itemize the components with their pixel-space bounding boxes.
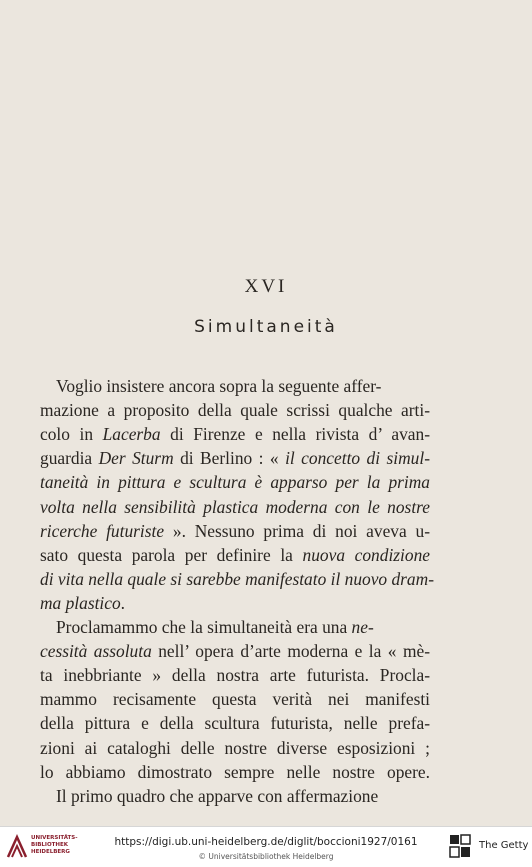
footer-bar	[0, 826, 532, 867]
text-line	[40, 567, 434, 591]
italic-segment: il concetto di simul-	[285, 448, 430, 469]
text-line	[40, 519, 430, 543]
italic-segment: taneità in pittura e scultura è apparso per la prima	[40, 472, 430, 493]
text-segment: nell’ opera d’arte moderna e la « mè-	[151, 641, 430, 662]
italic-segment: volta nella sensibilità plastica moderna con le nostre	[40, 496, 430, 517]
text-line	[40, 495, 430, 519]
text-segment: Voglio insistere ancora sopra la seguente affer-	[56, 376, 382, 396]
text-line	[56, 615, 430, 639]
italic-segment: ma plastico	[40, 592, 121, 613]
text-segment: mazione a proposito della quale scrissi qualche arti-	[40, 400, 430, 421]
text-line	[40, 446, 430, 470]
text-segment: zioni ai cataloghi delle nostre diverse esposizioni ;	[40, 737, 430, 758]
chapter-number: XVI	[244, 276, 288, 297]
text-segment: guardia	[40, 448, 99, 469]
text-segment: ta inebbriante » della nostra arte futurista. Procla-	[40, 665, 430, 686]
italic-segment: ne-	[351, 617, 374, 637]
text-line	[40, 543, 430, 567]
text-segment: di Berlino : «	[173, 448, 286, 469]
permalink[interactable]: https://digi.ub.uni-heidelberg.de/diglit/boccioni1927/0161	[114, 836, 418, 848]
italic-segment: cessità assoluta	[40, 641, 152, 662]
text-line	[40, 736, 430, 760]
copyright-notice: © Universitätsbibliothek Heidelberg	[198, 852, 334, 861]
text-line	[56, 784, 430, 808]
chapter-title: Simultaneità	[194, 317, 338, 337]
text-segment: Il primo quadro che apparve con affermazione	[56, 785, 379, 806]
text-line	[40, 687, 430, 711]
text-line	[40, 639, 430, 663]
text-line	[40, 591, 125, 615]
italic-segment: Der Sturm	[98, 448, 174, 469]
text-segment: .	[120, 592, 126, 613]
italic-segment: di vita nella quale si sarebbe manifestato il nuovo dram-	[40, 568, 434, 589]
text-segment: colo in	[40, 424, 103, 445]
text-segment: della pittura e della scultura futurista, nelle prefa-	[40, 713, 430, 734]
italic-segment: Lacerba	[102, 424, 161, 445]
text-line	[40, 470, 430, 494]
getty-label: The Getty	[479, 840, 529, 851]
text-line	[40, 760, 430, 784]
getty-logo-icon	[449, 834, 471, 858]
text-segment: sato questa parola per definire la	[40, 544, 303, 565]
text-line	[40, 398, 430, 422]
text-segment: lo abbiamo dimostrato sempre nelle nostre opere.	[40, 761, 430, 782]
text-line	[40, 422, 430, 446]
text-segment: mammo recisamente questa verità nei manifesti	[40, 689, 430, 710]
text-line	[40, 663, 430, 687]
italic-segment: nuova condizione	[302, 544, 430, 565]
university-library-name: UNIVERSITÄTS- BIBLIOTHEK HEIDELBERG	[31, 835, 78, 855]
italic-segment: ricerche futuriste	[40, 520, 165, 541]
text-segment: Proclamammo che la simultaneità era una	[56, 617, 352, 637]
text-segment: ». Nessuno prima di noi aveva u-	[164, 520, 430, 541]
text-line	[40, 711, 430, 735]
text-segment: di Firenze e nella rivista d’ avan-	[160, 424, 431, 445]
text-line	[56, 374, 430, 398]
